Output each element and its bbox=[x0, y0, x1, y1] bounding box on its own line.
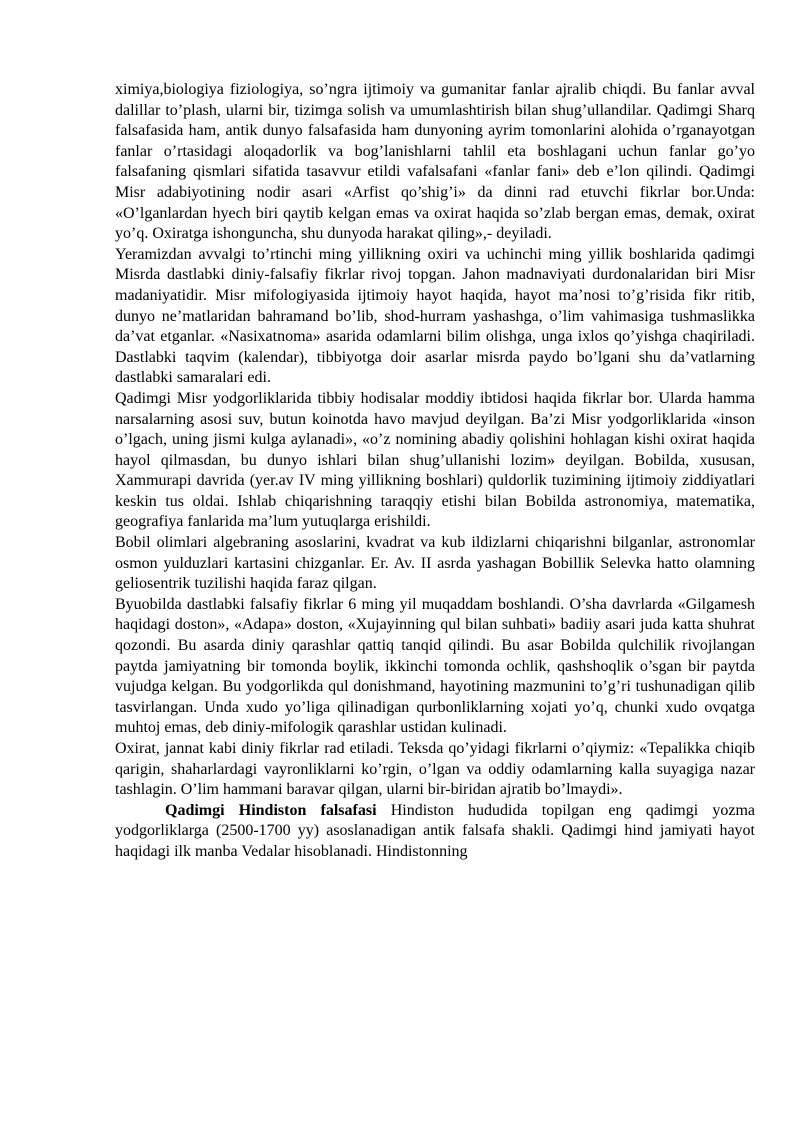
section-text: Hindiston hududida topilgan eng qadimgi yozma yodgorliklarga (2500-1700 yy) asoslanadigan antik falsafa shakli. Qadimgi hind jamiyati hayot haqidagi ilk manba Vedalar hisoblanadi. Hindistonning bbox=[115, 801, 755, 860]
paragraph-5: Byuobilda dastlabki falsafiy fikrlar 6 ming yil muqaddam boshlandi. O’sha davrlarda «Gilgamesh haqidagi doston», «Adapa» doston, «Xujayinning qul bilan suhbati» badiiy asari juda katta shuhrat qozondi. Bu asarda diniy qarashlar qattiq tanqid qilindi. Bu asar Bobilda qulchilik rivojlangan paytda jamiyatning bir tomonda boylik, ikkinchi tomonda ochlik, qashshoqlik o’sgan bir paytda vujudga kelgan. Bu yodgorlikda qul donishmand, hayotining mazmunini to’g’ri tushunadigan qilib tasvirlangan. Unda xudo yo’liga qilinadigan qurbonliklarning xojati yo’q, chunki xudo ovqatga muhtoj emas, deb diniy-mifologik qarashlar ustidan kulinadi. bbox=[115, 595, 755, 737]
section-heading: Qadimgi Hindiston falsafasi bbox=[165, 801, 377, 819]
paragraph-hindiston bbox=[115, 801, 755, 863]
paragraph-1: ximiya,biologiya fiziologiya, so’ngra ijtimoiy va gumanitar fanlar ajralib chiqdi. Bu fanlar avval dalillar to’plash, ularni bir, tizimga solish va umumlashtirish bilan shug’ullandilar. Qadimgi Sharq falsafasida ham, antik dunyo falsafasida ham dunyoning ayrim tomonlarini alohida o’rganayotgan fanlar o’rtasidagi aloqadorlik va bog’lanishlarni tahlil eta boshlagani uchun fanlar go’yo falsafaning qismlari sifatida tasavvur etildi vafalsafani «fanlar fani» deb e’lon qilindi. Qadimgi Misr adabiyotining nodir asari «Arfist qo’shig’i» da dinni rad etuvchi fikrlar bor.Unda: «O’lganlardan hyech biri qaytib kelgan emas va oxirat haqida so’zlab bergan emas, demak, oxirat yo’q. Oxiratga ishonguncha, shu dunyoda harakat qiling»,- deyiladi. bbox=[115, 81, 755, 243]
paragraph-2: Yeramizdan avvalgi to’rtinchi ming yillikning oxiri va uchinchi ming yillik boshlarida qadimgi Misrda dastlabki diniy-falsafiy fikrlar rivoj topgan. Jahon madnaviyati durdonalaridan biri Misr madaniyatidir. Misr mifologiyasida ijtimoiy hayot haqida, hayot ma’nosi to’g’risida fikr ritib, dunyo ne’matlaridan bahramand bo’lib, shod-hurram yashashga, o’lim vahimasiga tushmaslikka da’vat etganlar. «Nasixatnoma» asarida odamlarni bilim olishga, unga ixlos qo’yishga chaqiriladi. Dastlabki taqvim (kalendar), tibbiyotga doir asarlar misrda paydo bo’lgani shu da’vatlarning dastlabki samaralari edi. bbox=[115, 245, 755, 387]
paragraph-4: Bobil olimlari algebraning asoslarini, kvadrat va kub ildizlarni chiqarishni bilganlar, astronomlar osmon yulduzlari kartasini chizganlar. Er. Av. II asrda yashagan Bobillik Selevka hatto olamning geliosentrik tuzilishi haqida faraz qilgan. bbox=[115, 534, 755, 593]
document-page bbox=[115, 80, 755, 863]
paragraph-3: Qadimgi Misr yodgorliklarida tibbiy hodisalar moddiy ibtidosi haqida fikrlar bor. Ularda hamma narsalarning asosi suv, butun koinotda havo mavjud deyilgan. Ba’zi Misr yodgorliklarida «inson o’lgach, uning jismi kulga aylanadi», «o’z nomining abadiy qolishini hohlagan kishi oxirat haqida hayol qilmasdan, bu dunyo ishlari bilan shug’ullanishi lozim» deyilgan. Bobilda, xususan, Xammurapi davrida (yer.av IV ming yillikning boshlari) quldorlik tuzimining ijtimoiy ziddiyatlari keskin tus oldai. Ishlab chiqarishning taraqqiy etishi bilan Bobilda astronomiya, matematika, geografiya fanlarida ma’lum yutuqlarga erishildi. bbox=[115, 389, 755, 531]
paragraph-6: Oxirat, jannat kabi diniy fikrlar rad etiladi. Teksda qo’yidagi fikrlarni o’qiymiz: «Tepalikka chiqib qarigin, shaharlardagi vayronliklarni ko’rgin, o’lgan va oddiy odamlarning kalla suyagiga nazar tashlagin. O’lim hammani baravar qilgan, ularni bir-biridan ajratib bo’lmaydi». bbox=[115, 740, 755, 799]
